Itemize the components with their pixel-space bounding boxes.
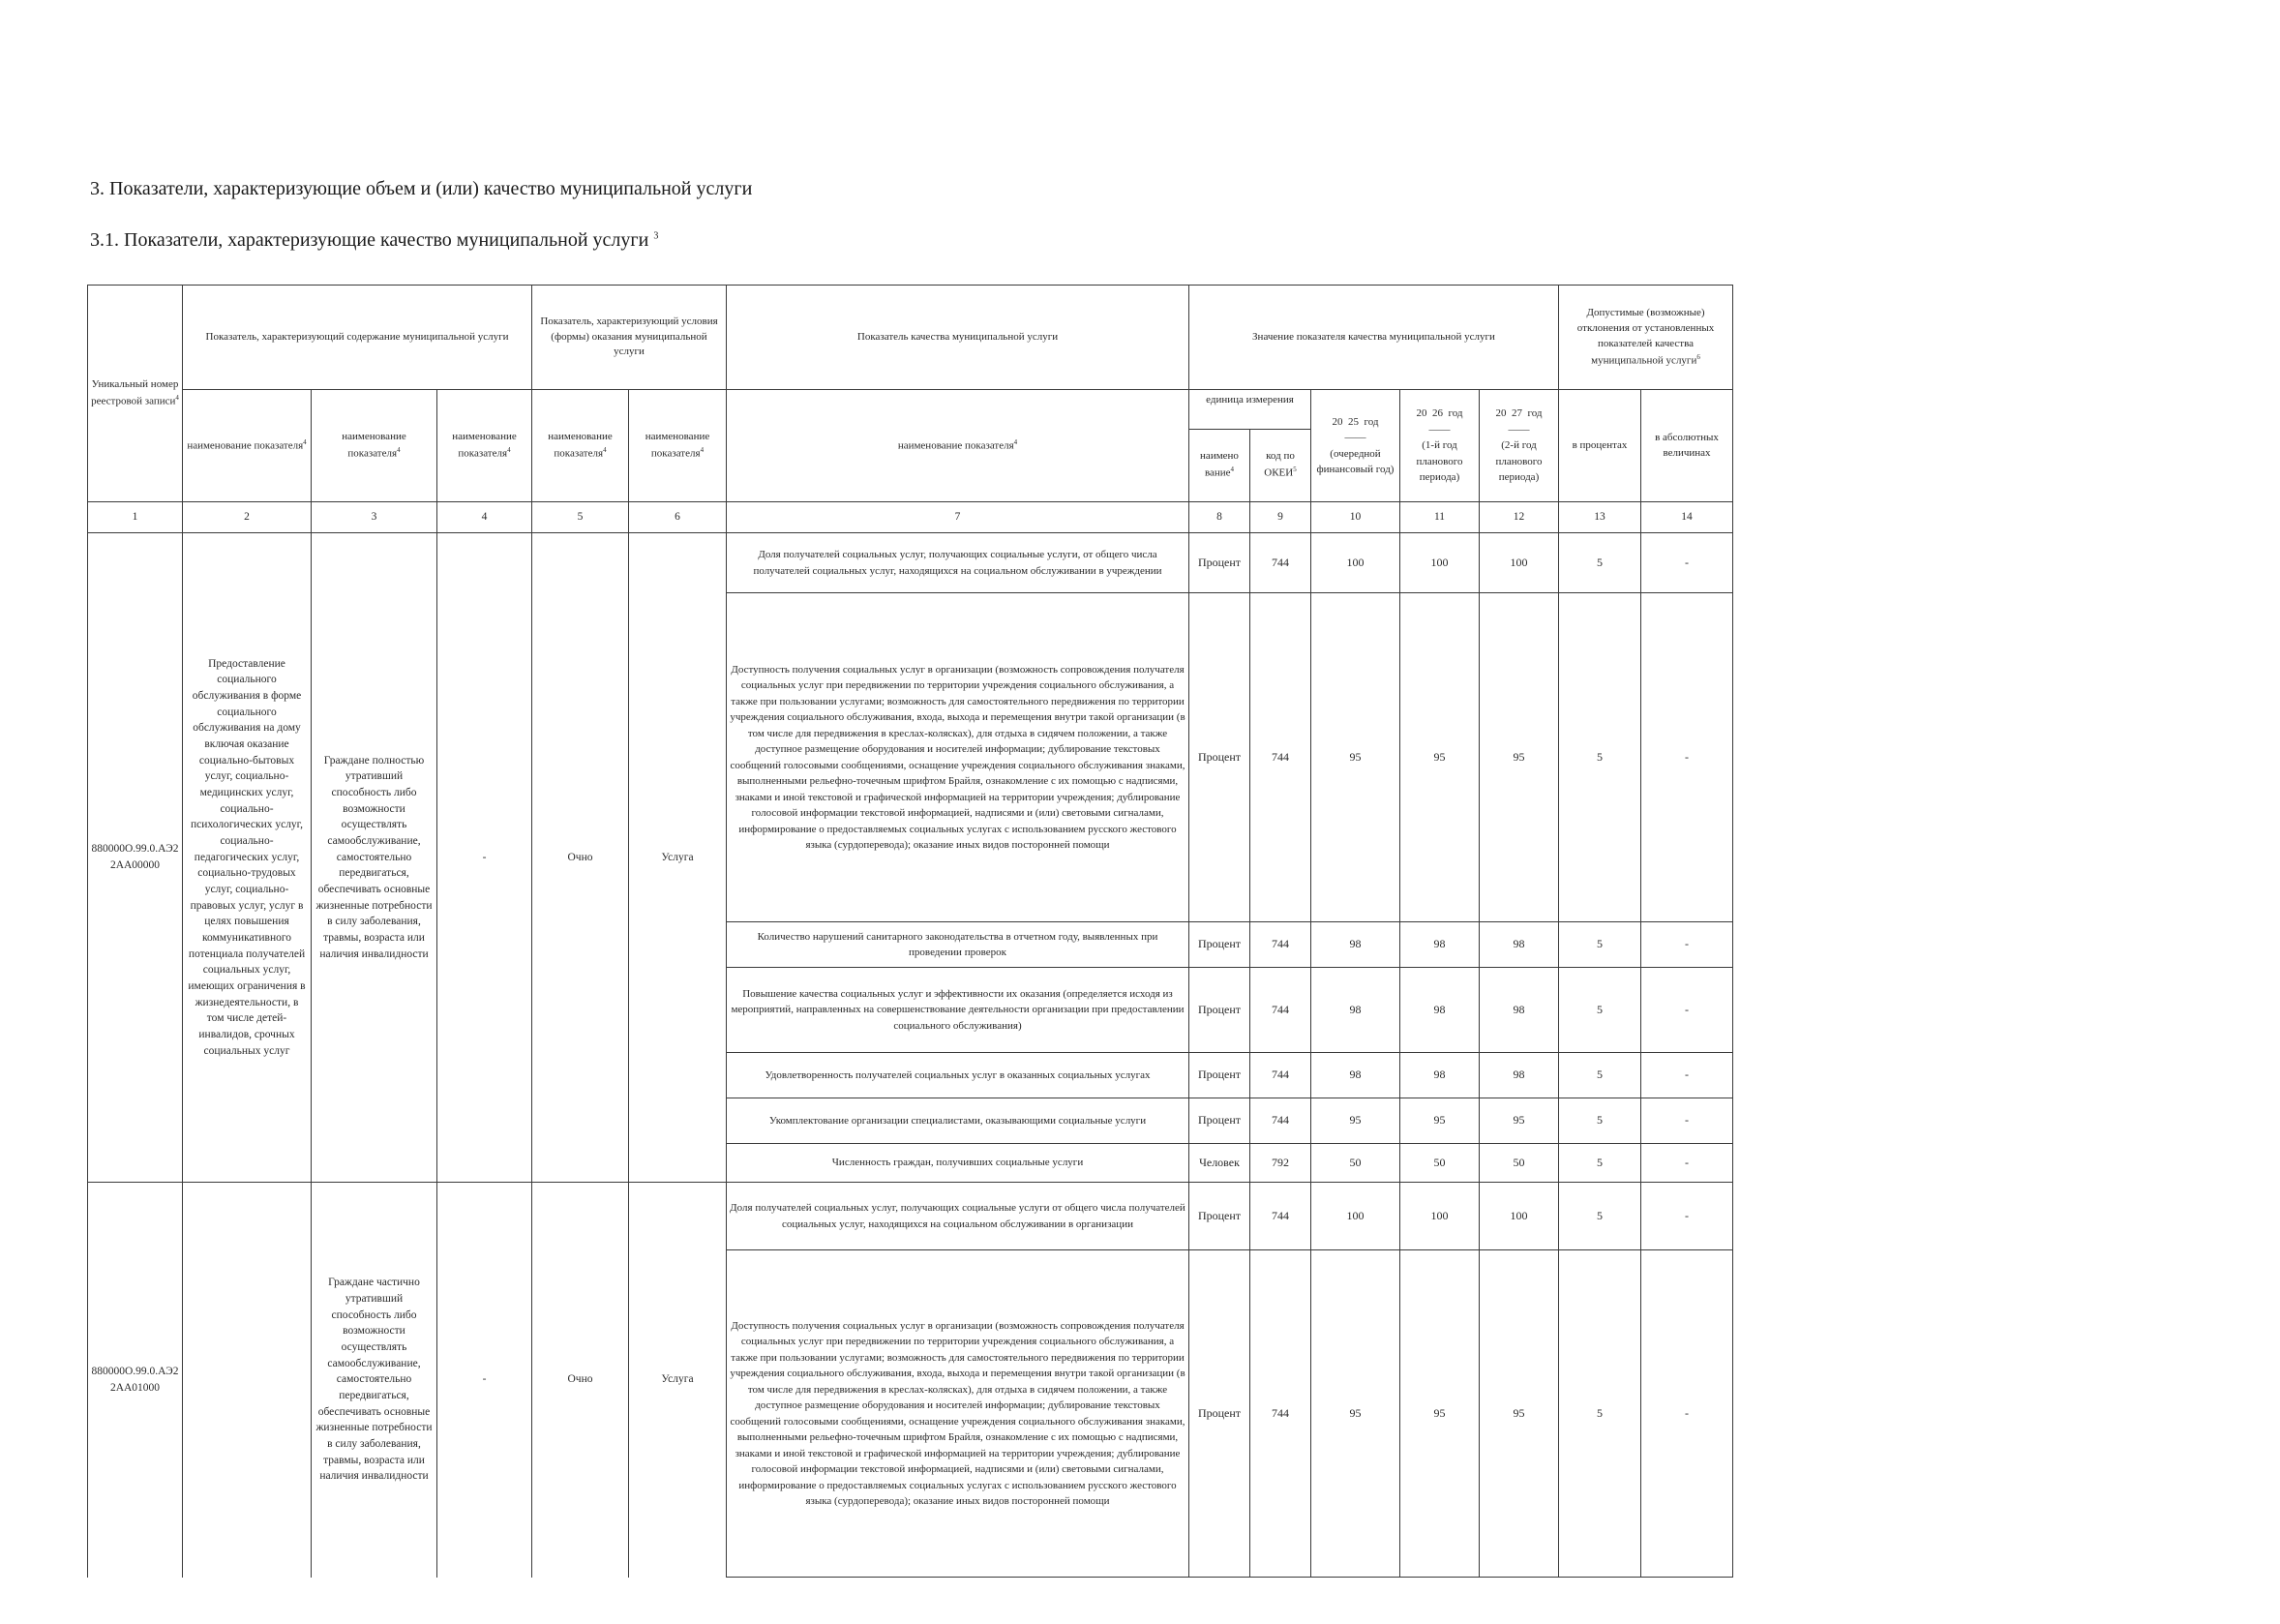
value-year-3: 98	[1480, 968, 1559, 1053]
header-indicator-name: наименование показателя$^4$	[629, 390, 727, 502]
recipient-category: Граждане частично утративший способность либо возможности осуществлять самообслуживание, самостоятельно передвигаться, обеспечивать основные жизненные потребности в силу заболевания, травмы, возраста или наличия инвалидности	[312, 1183, 437, 1578]
deviation-percent: 5	[1559, 922, 1641, 968]
header-year-1: 20 25 год —— (очередной финансовый год)	[1311, 390, 1400, 502]
header-indicator-name: наименование показателя$^4$	[727, 390, 1189, 502]
table-row	[88, 533, 1733, 593]
unit-name: Человек	[1189, 1144, 1250, 1183]
column-number: 7	[727, 502, 1189, 533]
quality-indicator-name: Доступность получения социальных услуг в организации (возможность сопровождения получателя социальных услуг при передвижении по территории учреждения социального обслуживания, а также при пользовании услугами; возможность для самостоятельного передвижения по территории учреждения социального обслуживания, входа, выхода и перемещения внутри такой организации (в том числе для передвижения в креслах-колясках), для отдыха в сидячем положении, а также доступное размещение оборудования и носителей информации; дублирование текстовых сообщений голосовыми сообщениями, оснащение учреждения социального обслуживания знаками, выполненными рельефно-точечным шрифтом Брайля, ознакомление с их помощью с надписями, знаками и иной текстовой и графической информацией на территории учреждения; дублирование голосовой информации текстовой информацией, надписями и (или) световыми сигналами, информирование о предоставляемых социальных услугах с использованием русского жестового языка (сурдоперевода); оказание иных видов посторонней помощи	[727, 1250, 1189, 1578]
header-unit-name: наимено вание$^4$	[1189, 430, 1250, 501]
value-year-3: 100	[1480, 533, 1559, 593]
column-number: 2	[183, 502, 312, 533]
value-year-1: 95	[1311, 593, 1400, 922]
service-description: Предоставление социального обслуживания в форме социального обслуживания на дому включая оказание социально-бытовых услуг, социально-медицинских услуг, социально-психологических услуг, социально-педагогических услуг, социально-трудовых услуг, социально-правовых услуг, услуг в целях повышения коммуникативного потенциала получателей социальных услуг, имеющих ограничения в жизнедеятельности, в том числе детей-инвалидов, срочных социальных услуг	[183, 533, 312, 1183]
service-description	[183, 1183, 312, 1578]
header-in-percent: в процентах	[1559, 390, 1641, 502]
value-year-3: 95	[1480, 1250, 1559, 1578]
deviation-absolute: -	[1641, 593, 1733, 922]
quality-indicator-name: Укомплектование организации специалистами, оказывающими социальные услуги	[727, 1098, 1189, 1144]
registry-code: 880000О.99.0.АЭ22АА00000	[88, 533, 183, 1183]
header-content-group: Показатель, характеризующий содержание муниципальной услуги	[183, 286, 532, 390]
deviation-percent: 5	[1559, 968, 1641, 1053]
deviation-absolute: -	[1641, 1144, 1733, 1183]
value-year-3: 98	[1480, 1053, 1559, 1098]
service-form: Очно	[532, 1183, 629, 1578]
column-number: 13	[1559, 502, 1641, 533]
indicator-col4: -	[437, 533, 532, 1183]
table-header	[88, 286, 1733, 533]
column-number: 6	[629, 502, 727, 533]
quality-indicator-name: Доля получателей социальных услуг, получающих социальные услуги от общего числа получателей социальных услуг, находящихся на социальном обслуживании в организации	[727, 1183, 1189, 1250]
deviation-percent: 5	[1559, 593, 1641, 922]
registry-code: 880000О.99.0.АЭ22АА01000	[88, 1183, 183, 1578]
header-unique-number: Уникальный номер реестровой записи$^4$	[88, 286, 183, 502]
quality-indicators-table	[87, 285, 1733, 1578]
value-year-1: 98	[1311, 922, 1400, 968]
column-number: 10	[1311, 502, 1400, 533]
column-number: 11	[1400, 502, 1480, 533]
header-indicator-name: наименование показателя$^4$	[183, 390, 312, 502]
value-year-2: 98	[1400, 1053, 1480, 1098]
deviation-absolute: -	[1641, 1183, 1733, 1250]
column-number: 1	[88, 502, 183, 533]
service-form: Очно	[532, 533, 629, 1183]
header-unit-group: единица измерения наимено вание$^4$ код по ОКЕИ$^5$	[1189, 390, 1311, 502]
okei-code: 744	[1250, 1250, 1311, 1578]
unit-name: Процент	[1189, 1250, 1250, 1578]
value-year-1: 95	[1311, 1098, 1400, 1144]
unit-name: Процент	[1189, 593, 1250, 922]
value-year-2: 50	[1400, 1144, 1480, 1183]
okei-code: 792	[1250, 1144, 1311, 1183]
recipient-category: Граждане полностью утративший способность либо возможности осуществлять самообслуживание, самостоятельно передвигаться, обеспечивать основные жизненные потребности в силу заболевания, травмы, возраста или наличия инвалидности	[312, 533, 437, 1183]
header-in-absolute: в абсолютных величинах	[1641, 390, 1733, 502]
indicator-col6: Услуга	[629, 533, 727, 1183]
okei-code: 744	[1250, 1053, 1311, 1098]
deviation-absolute: -	[1641, 1053, 1733, 1098]
deviation-percent: 5	[1559, 1053, 1641, 1098]
indicator-col6: Услуга	[629, 1183, 727, 1578]
deviation-absolute: -	[1641, 922, 1733, 968]
quality-indicator-name: Повышение качества социальных услуг и эффективности их оказания (определяется исходя из мероприятий, направленных на совершенствование деятельности организации при предоставлении социального обслуживания)	[727, 968, 1189, 1053]
okei-code: 744	[1250, 922, 1311, 968]
value-year-3: 100	[1480, 1183, 1559, 1250]
value-year-3: 98	[1480, 922, 1559, 968]
value-year-1: 50	[1311, 1144, 1400, 1183]
section-3-1-heading: 3.1. Показатели, характеризующие качество муниципальной услуги $^3$	[90, 229, 659, 251]
unit-name: Процент	[1189, 1053, 1250, 1098]
quality-indicator-name: Численность граждан, получивших социальные услуги	[727, 1144, 1189, 1183]
quality-indicator-name: Удовлетворенность получателей социальных услуг в оказанных социальных услугах	[727, 1053, 1189, 1098]
value-year-2: 100	[1400, 1183, 1480, 1250]
okei-code: 744	[1250, 968, 1311, 1053]
value-year-1: 98	[1311, 1053, 1400, 1098]
okei-code: 744	[1250, 1183, 1311, 1250]
header-indicator-name: наименование показателя$^4$	[532, 390, 629, 502]
deviation-percent: 5	[1559, 1144, 1641, 1183]
value-year-2: 95	[1400, 1098, 1480, 1144]
column-number: 9	[1250, 502, 1311, 533]
okei-code: 744	[1250, 1098, 1311, 1144]
deviation-percent: 5	[1559, 533, 1641, 593]
table-row	[88, 1183, 1733, 1250]
deviation-absolute: -	[1641, 968, 1733, 1053]
header-conditions-group: Показатель, характеризующий условия (формы) оказания муниципальной услуги	[532, 286, 727, 390]
indicator-col4: -	[437, 1183, 532, 1578]
unit-name: Процент	[1189, 968, 1250, 1053]
quality-indicator-name: Количество нарушений санитарного законодательства в отчетном году, выявленных при проведении проверок	[727, 922, 1189, 968]
quality-indicator-name: Доля получателей социальных услуг, получающих социальные услуги, от общего числа получателей социальных услуг, находящихся на социальном обслуживании в учреждении	[727, 533, 1189, 593]
section-3-heading: 3. Показатели, характеризующие объем и (или) качество муниципальной услуги	[90, 178, 753, 199]
header-indicator-name: наименование показателя$^4$	[312, 390, 437, 502]
deviation-absolute: -	[1641, 533, 1733, 593]
unit-name: Процент	[1189, 533, 1250, 593]
header-quality-group: Показатель качества муниципальной услуги	[727, 286, 1189, 390]
header-indicator-name: наименование показателя$^4$	[437, 390, 532, 502]
column-number: 3	[312, 502, 437, 533]
header-value-group: Значение показателя качества муниципальной услуги	[1189, 286, 1559, 390]
deviation-absolute: -	[1641, 1098, 1733, 1144]
deviation-percent: 5	[1559, 1183, 1641, 1250]
deviation-percent: 5	[1559, 1250, 1641, 1578]
value-year-2: 100	[1400, 533, 1480, 593]
deviation-absolute: -	[1641, 1250, 1733, 1578]
column-number: 8	[1189, 502, 1250, 533]
value-year-3: 95	[1480, 1098, 1559, 1144]
unit-name: Процент	[1189, 922, 1250, 968]
okei-code: 744	[1250, 593, 1311, 922]
header-okei: код по ОКЕИ$^5$	[1264, 450, 1297, 479]
unit-name: Процент	[1189, 1183, 1250, 1250]
value-year-2: 98	[1400, 922, 1480, 968]
unit-name: Процент	[1189, 1098, 1250, 1144]
column-number: 4	[437, 502, 532, 533]
column-number: 14	[1641, 502, 1733, 533]
deviation-percent: 5	[1559, 1098, 1641, 1144]
value-year-1: 95	[1311, 1250, 1400, 1578]
column-numbers-row	[88, 502, 1733, 533]
value-year-2: 95	[1400, 1250, 1480, 1578]
okei-code: 744	[1250, 533, 1311, 593]
header-year-2: 20 26 год —— (1-й год планового периода)	[1400, 390, 1480, 502]
header-deviation-group: Допустимые (возможные) отклонения от установленных показателей качества муниципальной услуги$^6$	[1559, 286, 1733, 390]
table-body	[88, 533, 1733, 1578]
value-year-3: 50	[1480, 1144, 1559, 1183]
quality-indicator-name: Доступность получения социальных услуг в организации (возможность сопровождения получателя социальных услуг при передвижении по территории учреждения социального обслуживания, а также при пользовании услугами; возможность для самостоятельного передвижения по территории учреждения социального обслуживания, входа, выхода и перемещения внутри такой организации (в том числе для передвижения в креслах-колясках), для отдыха в сидячем положении, а также доступное размещение оборудования и носителей информации; дублирование текстовых сообщений голосовыми сообщениями, оснащение учреждения социального обслуживания знаками, выполненными рельефно-точечным шрифтом Брайля, ознакомление с их помощью с надписями, знаками и иной текстовой и графической информацией на территории учреждения; дублирование голосовой информации текстовой информацией, надписями и (или) световыми сигналами, информирование о предоставляемых социальных услугах с использованием русского жестового языка (сурдоперевода); оказание иных видов посторонней помощи	[727, 593, 1189, 922]
column-number: 5	[532, 502, 629, 533]
value-year-2: 98	[1400, 968, 1480, 1053]
value-year-1: 98	[1311, 968, 1400, 1053]
value-year-1: 100	[1311, 1183, 1400, 1250]
footnote-mark: 3	[653, 230, 659, 242]
header-year-3: 20 27 год —— (2-й год планового периода)	[1480, 390, 1559, 502]
value-year-2: 95	[1400, 593, 1480, 922]
column-number: 12	[1480, 502, 1559, 533]
value-year-1: 100	[1311, 533, 1400, 593]
value-year-3: 95	[1480, 593, 1559, 922]
